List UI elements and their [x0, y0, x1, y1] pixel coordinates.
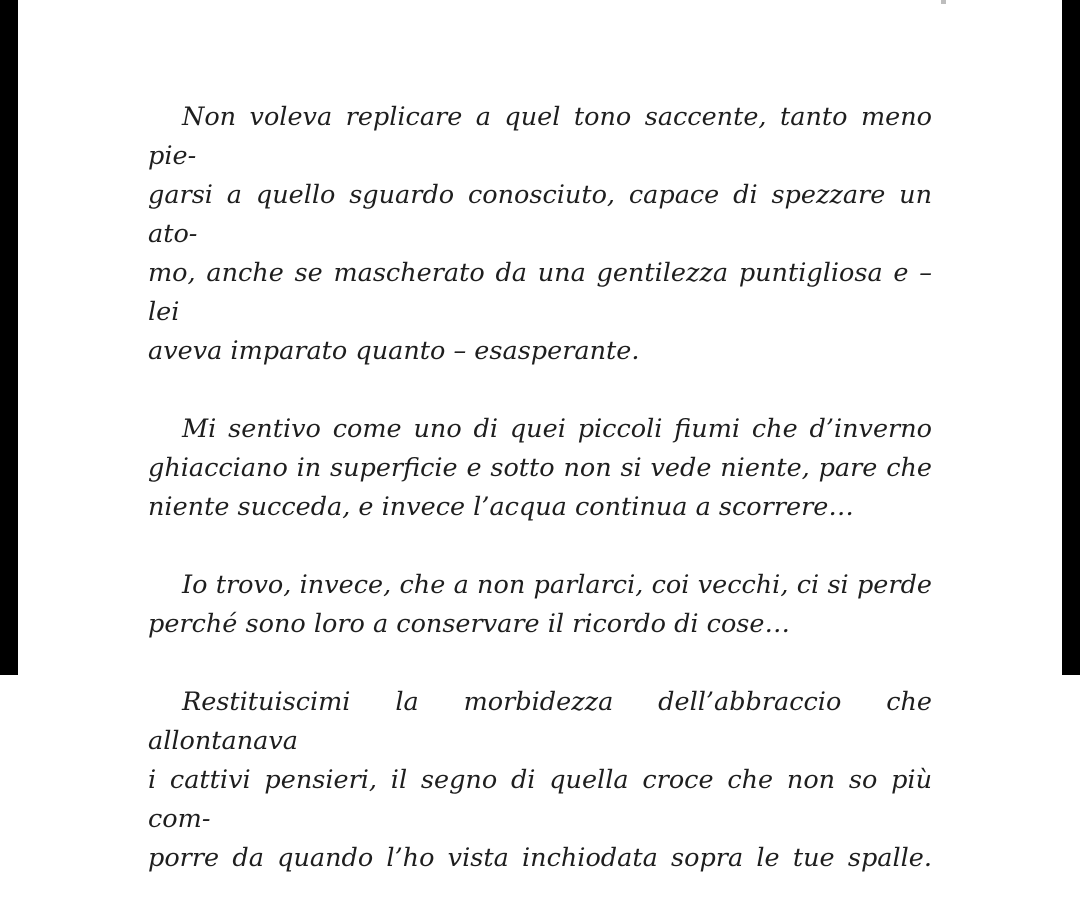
- paragraph-4: [148, 683, 932, 878]
- text-line: Non voleva replicare a quel tono saccente, tanto meno pie-: [148, 102, 932, 171]
- text-line: porre da quando l’ho vista inchiodata sopra le tue spalle.: [148, 843, 932, 873]
- right-border: [1062, 0, 1080, 675]
- text-line: ghiacciano in superficie e sotto non si vede niente, pare che: [148, 453, 932, 483]
- text-line: niente succeda, e invece l’acqua continua a scorrere…: [148, 492, 854, 522]
- text-body: [148, 98, 932, 917]
- paragraph-2: [148, 410, 932, 527]
- text-line: garsi a quello sguardo conosciuto, capace di spezzare un ato-: [148, 180, 932, 249]
- text-line: aveva imparato quanto – esasperante.: [148, 336, 640, 366]
- text-line: perché sono loro a conservare il ricordo di cose…: [148, 609, 790, 639]
- text-line: mo, anche se mascherato da una gentilezza puntigliosa e – lei: [148, 258, 932, 327]
- text-line: Mi sentivo come uno di quei piccoli fiumi che d’inverno: [182, 414, 932, 444]
- text-line: Io trovo, invece, che a non parlarci, coi vecchi, ci si perde: [182, 570, 932, 600]
- paragraph-1: [148, 98, 932, 371]
- paragraph-3: [148, 566, 932, 644]
- left-border: [0, 0, 18, 675]
- top-edge-mark: [941, 0, 946, 4]
- text-line: Restituiscimi la morbidezza dell’abbraccio che allontanava: [148, 687, 932, 756]
- text-line: i cattivi pensieri, il segno di quella croce che non so più com-: [148, 765, 932, 834]
